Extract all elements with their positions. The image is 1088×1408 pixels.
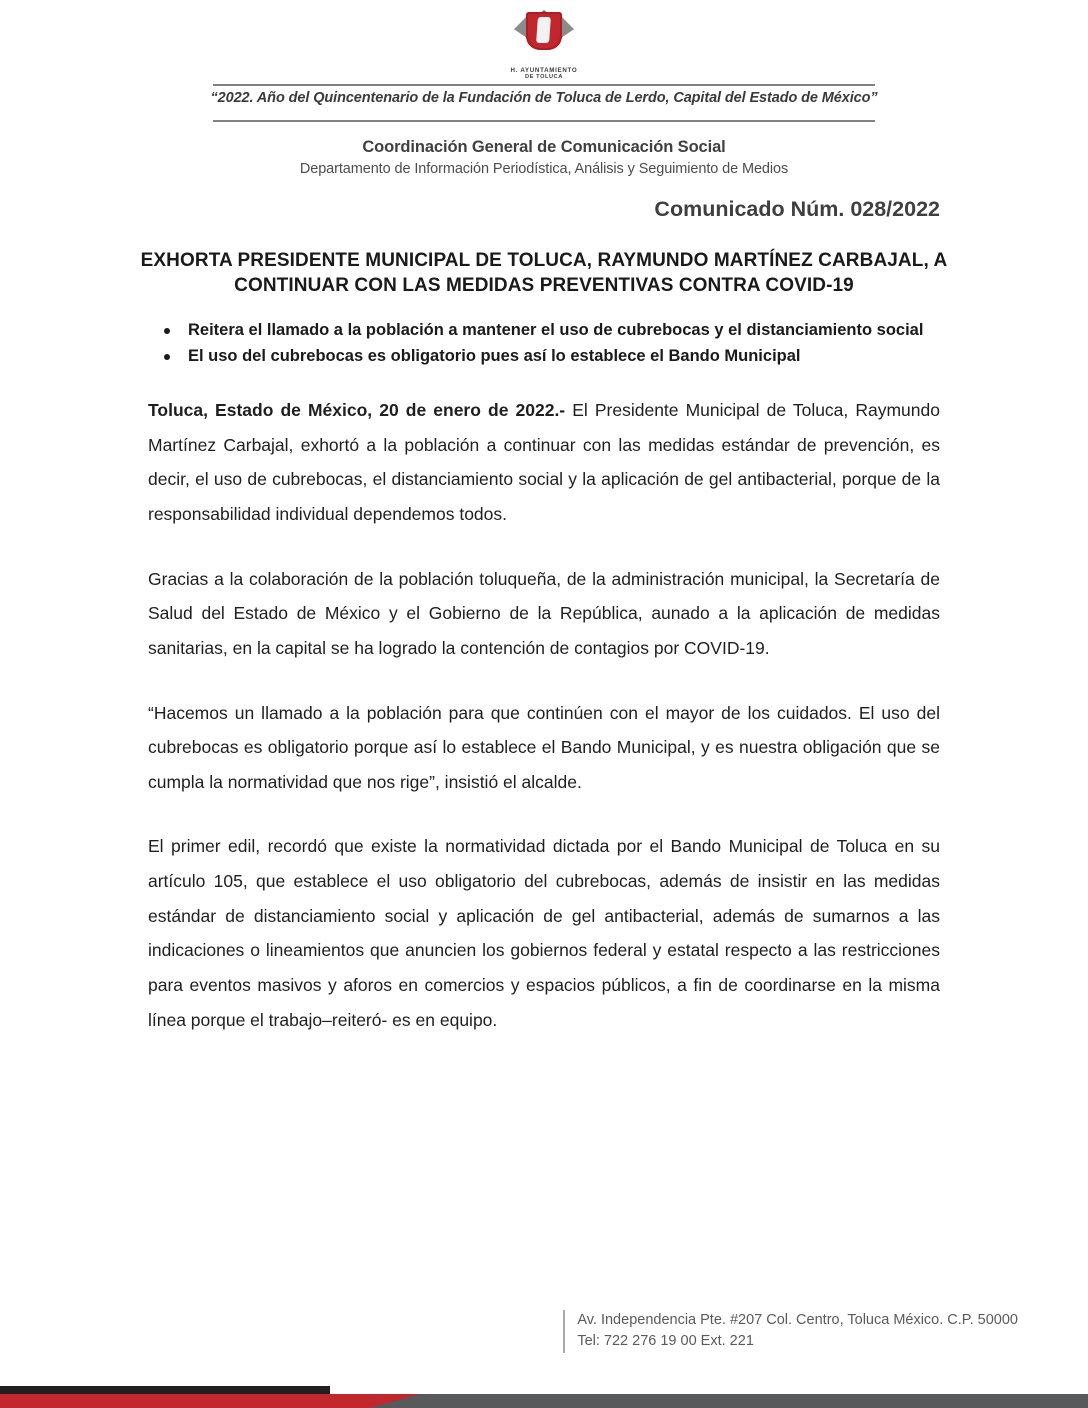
crest-label-line2: DE TOLUCA: [525, 74, 563, 80]
paragraph-2: Gracias a la colaboración de la población toluqueña, de la administración municipal, la Secretaría de Salud del Estado de México y el Gobierno de la República, aunado a la aplicación de medidas sanitarias, en la capital se ha logrado la contención de contagios por COVID-19.: [148, 568, 940, 658]
bulletin-number: Comunicado Núm. 028/2022: [654, 197, 940, 221]
motto-block: [0, 90, 1088, 120]
list-item: Reitera el llamado a la población a mantener el uso de cubrebocas y el distanciamiento social: [150, 320, 940, 341]
department-block: [0, 138, 1088, 177]
highlight-bullet-list: [150, 320, 940, 367]
divider-top: [213, 84, 875, 86]
list-item: El uso del cubrebocas es obligatorio pues así lo establece el Bando Municipal: [150, 346, 940, 367]
dateline: Toluca, Estado de México, 20 de enero de 2022.-: [148, 400, 566, 421]
paragraph-1: [148, 393, 940, 532]
footer-bar-black: [0, 1386, 330, 1394]
paragraph-3: “Hacemos un llamado a la población para que continúen con el mayor de los cuidados. El uso del cubrebocas es obligatorio porque así lo establece el Bando Municipal, y es nuestra obligación que se cumpla la normatividad que nos rige”, insistió el alcalde.: [148, 702, 940, 792]
footer-bar-red: [0, 1394, 420, 1408]
toluca-coat-of-arms-icon: [512, 10, 576, 66]
page-title: EXHORTA PRESIDENTE MUNICIPAL DE TOLUCA, RAYMUNDO MARTÍNEZ CARBAJAL, A CONTINUAR CON LAS MEDIDAS PREVENTIVAS CONTRA COVID-19: [140, 250, 948, 297]
divider-bottom: [213, 120, 875, 122]
year-motto: “2022. Año del Quincentenario de la Fundación de Toluca de Lerdo, Capital del Estado de México”: [210, 90, 878, 106]
paragraph-4: El primer edil, recordó que existe la normatividad dictada por el Bando Municipal de Toluca en su artículo 105, que establece el uso obligatorio del cubrebocas, además de insistir en las medidas estándar de distanciamiento social y aplicación de gel antibacterial, además de sumarnos a las indicaciones o lineamientos que anuncien los gobiernos federal y estatal respecto a las restricciones para eventos masivos y aforos en comercios y espacios públicos, a fin de coordinarse en la misma línea porque el trabajo–reiteró- es en equipo.: [148, 836, 940, 1030]
department-title: Coordinación General de Comunicación Social: [362, 138, 726, 156]
footer-address: [563, 1310, 1018, 1354]
crest-wing-right: [561, 16, 574, 38]
department-subtitle: Departamento de Información Periodística, Análisis y Seguimiento de Medios: [299, 161, 789, 177]
footer-address-line2: Tel: 722 276 19 00 Ext. 221: [577, 1333, 754, 1350]
crest-shield: [526, 12, 562, 50]
document-header: [0, 0, 1088, 222]
footer-address-line1: Av. Independencia Pte. #207 Col. Centro, Toluca México. C.P. 50000: [577, 1311, 1018, 1328]
paragraph-1-text: El Presidente Municipal de Toluca, Raymundo Martínez Carbajal, exhortó a la población a continuar con las medidas estándar de prevención, es decir, el uso de cubrebocas, el distanciamiento social y la aplicación de gel antibacterial, porque de la responsabilidad individual dependemos todos.: [148, 400, 940, 524]
footer-decorative-bars: [0, 1386, 1088, 1408]
document-body: [148, 393, 940, 1037]
crest-label-line1: H. AYUNTAMIENTO: [510, 67, 578, 74]
